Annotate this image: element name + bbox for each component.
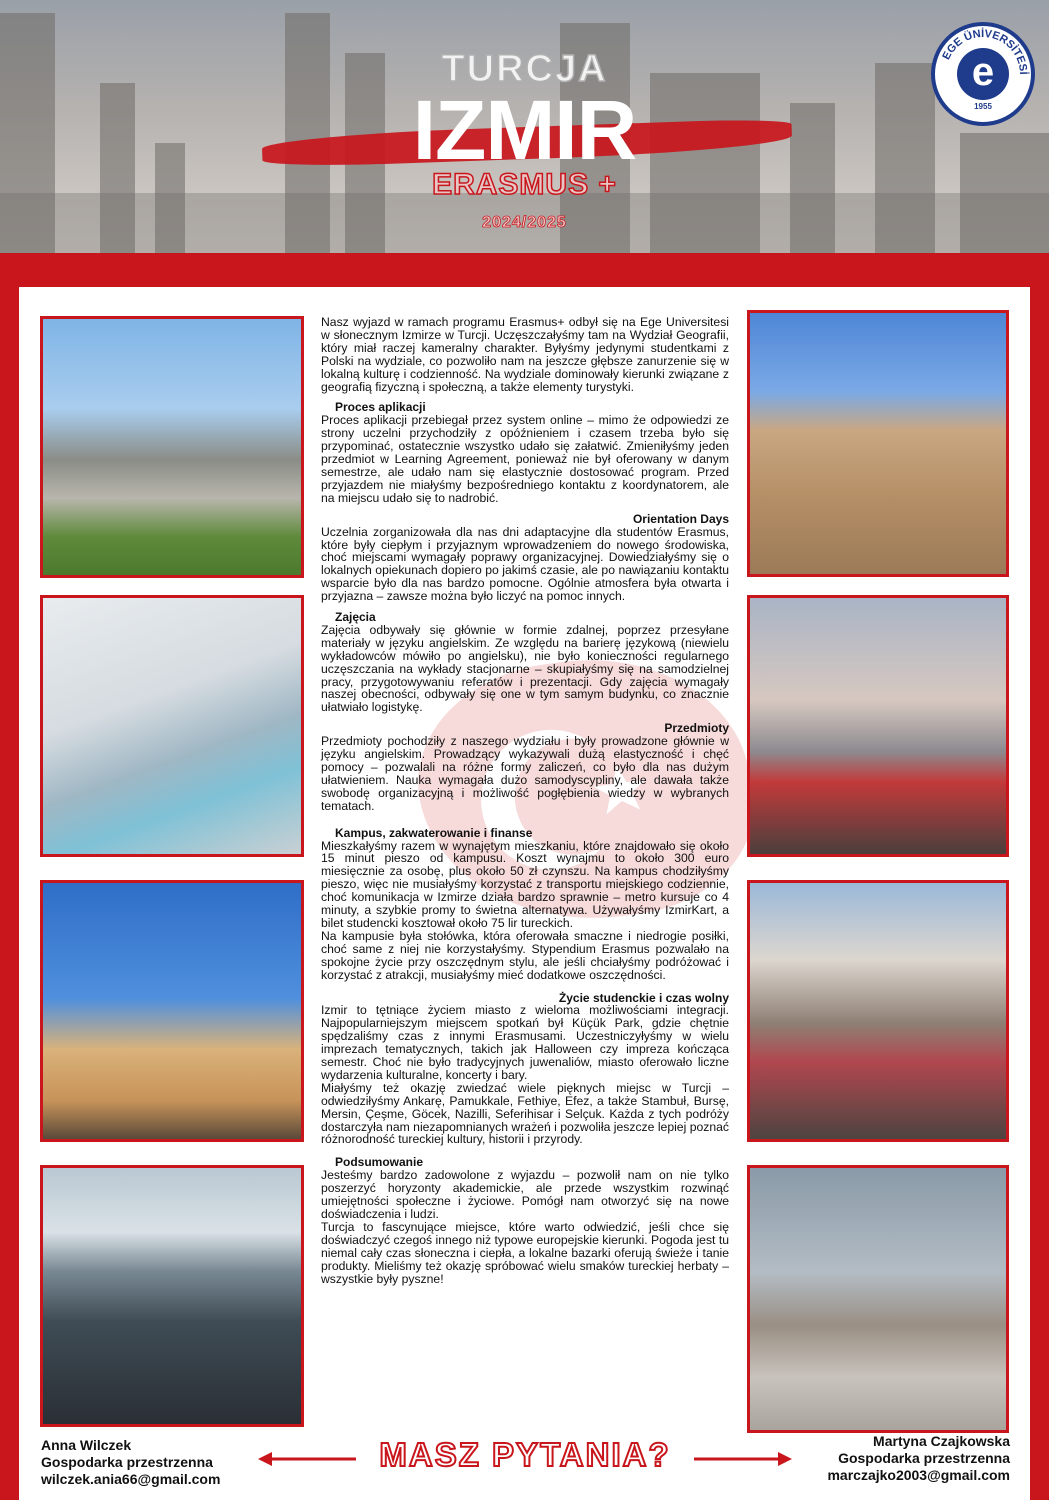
photo-library-of-celsus <box>747 310 1009 577</box>
section-paragraph: Mieszkałyśmy razem w wynajętym mieszkaniu, które znajdowało się około 15 minut pieszo od kampusu. Koszt wynajmu to około 300 euro miesięcznie za osobę, plus około 50 zł czynszu. Na kampus chodziłyśmy pieszo, więc nie musiałyśmy korzystać z transportu miejskiego codziennie, choć komunikacja w Izmirze działa bardzo sprawnie – metro kursuje co 4 minuty, a szybkie promy to świetna alternatywa. Używałyśmy IzmirKart, a bilet studencki kosztował około 75 lir tureckich. <box>321 838 729 930</box>
contact-left <box>41 1437 220 1488</box>
section-paragraph: Miałyśmy też okazję zwiedzać wiele pięknych miejsc w Turcji – odwiedziłyśmy Ankarę, Pamukkale, Fethiye, Efez, a także Stambuł, Bursę, Mersin, Çeşme, Göcek, Nazilli, Seferihisar i Selçuk. Każda z tych podróży dostarczyła nam niezapomnianych wrażeń i pozwoliła jeszcze lepiej poznać różnorodność tureckiej kultury, historii i przyrody. <box>321 1080 729 1147</box>
section-title: Kampus, zakwaterowanie i finanse <box>335 825 533 840</box>
photo-stone-monument <box>40 316 304 578</box>
intro-paragraph: Nasz wyjazd w ramach programu Erasmus+ odbył się na Ege Universitesi w słonecznym Izmirze w Turcji. Uczęszczałyśmy tam na Wydział Geografii, który miał raczej kameralny charakter. Byłyśmy jedynymi studentkami z Polski na wydziale, co pozwoliło nam na jeszcze głębsze zanurzenie się w lokalną kulturę i codzienność. Na wydziale dominowały kierunki związane z geografią fizyczną i społeczną, a także elementy turystyki. <box>321 315 729 394</box>
contact-name: Anna Wilczek <box>41 1437 132 1453</box>
section-title: Zajęcia <box>335 610 376 625</box>
country-title: TURCJA <box>441 48 608 90</box>
questions-heading: MASZ PYTANIA? <box>379 1436 671 1473</box>
city-title: IZMIR <box>412 83 637 177</box>
contact-name: Martyna Czajkowska <box>873 1433 1010 1449</box>
section-paragraph: Izmir to tętniące życiem miasto z wieloma możliwościami integracji. Najpopularniejszym miejscem spotkań był Küçük Park, gdzie chętnie spędzaliśmy czas z innymi Erasmusami. Uczestniczyłyśmy w wielu imprezach tematycznych, takich jak Halloween czy impreza kończąca semestr. Choć nie było tradycyjnych juwenaliów, miasto oferowało liczne wydarzenia kulturalne, koncerty i bary. <box>321 1003 729 1082</box>
program-title: ERASMUS + <box>432 168 617 201</box>
section-paragraph: Zajęcia odbywały się głównie w formie zdalnej, poprzez przesyłane materiały w języku angielskim. Ze względu na barierę językową (niewielu wykładowców mówiło po angielsku), nie było konieczności regularnego uczęszczania na wykłady stacjonarne – skupiałyśmy się na samodzielnej pracy, przygotowywaniu referatów i prezentacji. Gdy zajęcia wymagały naszej obecności, odbywały się one w tym samym budynku, co znacznie ułatwiało logistykę. <box>321 622 729 715</box>
section-title: Podsumowanie <box>335 1155 424 1170</box>
section-paragraph: Jesteśmy bardzo zadowolone z wyjazdu – pozwolił nam on nie tylko poszerzyć horyzonty akademickie, ale przede wszystkim rozwinąć umiejętności społeczne i życiowe. Pomógł nam otworzyć się na nowe doświadczenia i ludzi. <box>321 1168 729 1221</box>
logo-letter: e <box>957 48 1009 100</box>
section-title: Orientation Days <box>632 511 729 526</box>
section-paragraph: Uczelnia zorganizowała dla nas dni adaptacyjne dla studentów Erasmus, które były ciepłym i przyjaznym wprowadzeniem do nowego środowiska, choć miejscami wymagały poprawy organizacyjnej. Dowiedziałyśmy się o lokalnych opiekunach dopiero po jakimś czasie, ale po nawiązaniu kontaktu wsparcie było dla nas bardzo pomocne. Ogólnie atmosfera była otwarta i przyjazna – zawsze można było liczyć na pomoc innych. <box>321 524 729 604</box>
contact-email[interactable]: wilczek.ania66@gmail.com <box>41 1471 221 1487</box>
section-title: Życie studenckie i czas wolny <box>558 990 729 1005</box>
contact-field: Gospodarka przestrzenna <box>41 1454 213 1470</box>
logo-founded: 1955 <box>974 102 992 111</box>
section-title: Proces aplikacji <box>335 400 426 415</box>
section-paragraph: Turcja to fascynujące miejsce, które warto odwiedzić, jeśli chce się doświadczyć czegoś innego niż typowe europejskie kierunki. Pogoda jest tu niemal cały czas słoneczna i ciepła, a lokalne bazarki oferują świeże i tanie produkty. Mieliśmy też okazję spróbować wielu smaków tureckiej herbaty – wszystkie były pyszne! <box>321 1219 729 1286</box>
year-title: 2024/2025 <box>482 214 567 231</box>
photo-anitkabir <box>747 1165 1009 1433</box>
arrow-left-icon <box>258 1451 358 1467</box>
photo-mosque <box>40 880 304 1142</box>
section-paragraph: Proces aplikacji przebiegał przez system online – mimo że odpowiedzi ze strony uczelni przychodziły z opóźnieniem i czasem trzeba było się przypominać, ostatecznie wszystko udało się załatwić. Zmieniłyśmy jeden przedmiot w Learning Agreement, ponieważ nie był oferowany w danym semestrze, ale udało nam się elastycznie dostosować program. Przed przyjazdem nie miałyśmy bezpośredniego kontaktu z koordynatorem, ale na miejscu udało się to nadrobić. <box>321 413 729 505</box>
section-paragraph: Na kampusie była stołówka, która oferowała smaczne i niedrogie posiłki, choć same z niej nie korzystałyśmy. Stypendium Erasmus pozwalało na spokojne życie przy oszczędnym stylu, ale jeśli chciałyśmy podróżować i korzystać z atrakcji, musiałyśmy mieć dodatkowe oszczędności. <box>321 928 729 982</box>
contact-field: Gospodarka przestrzenna <box>838 1450 1010 1466</box>
photo-street-crowd <box>747 595 1009 857</box>
photo-boat-group-esn <box>40 1165 304 1427</box>
photo-bazaar-street <box>747 880 1009 1142</box>
contact-right <box>827 1433 1010 1484</box>
section-paragraph: Przedmioty pochodziły z naszego wydziału i były prowadzone głównie w języku angielskim. Prowadzący wykazywali dużą elastyczność i chęć pomocy – pozwalali na różne formy zaliczeń, co było dla nas dużym ułatwieniem. Nauka wymagała dużo samodyscypliny, ale dawała także swobodę organizacyjną i możliwość pogłębienia wiedzy w wybranych tematach. <box>321 734 729 813</box>
contact-email[interactable]: marczajko2003@gmail.com <box>827 1467 1010 1483</box>
article-body <box>321 316 729 1285</box>
photo-pamukkale-terraces <box>40 595 304 857</box>
logo-name: EGE ÜNİVERSİTESİ <box>940 27 1030 75</box>
section-title: Przedmioty <box>664 721 729 736</box>
header-banner <box>0 0 1049 253</box>
arrow-right-icon <box>692 1451 792 1467</box>
